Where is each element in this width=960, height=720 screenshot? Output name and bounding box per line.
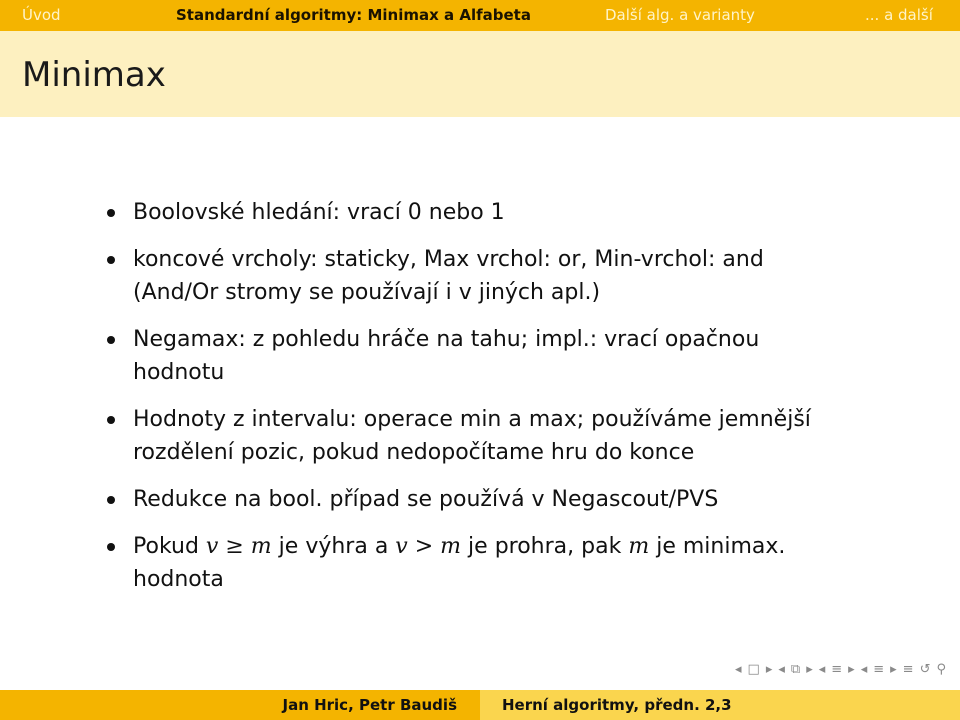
math-operator: >	[414, 534, 434, 559]
nav-link-more[interactable]: ... a další	[865, 6, 933, 24]
next-arrow-icon[interactable]: ▸	[890, 662, 897, 677]
nav-link-standard-algorithms[interactable]: Standardní algoritmy: Minimax a Alfabeta	[176, 6, 531, 24]
footer-bar	[0, 690, 960, 720]
list-item	[102, 483, 882, 516]
list-item	[102, 530, 882, 596]
bullet-text: hodnota	[133, 567, 224, 592]
footer-title-panel	[480, 690, 960, 720]
bullet-text: hodnotu	[133, 360, 225, 385]
back-icon[interactable]: ↺	[919, 662, 931, 677]
math-var: m	[250, 534, 272, 559]
prev-arrow-icon[interactable]: ◂	[860, 662, 868, 677]
bullet-icon	[107, 496, 115, 504]
list-item	[102, 243, 882, 309]
nav-link-uvod[interactable]: Úvod	[22, 6, 61, 24]
math-operator: ≥	[225, 534, 244, 559]
math-var: v	[205, 534, 219, 559]
bullet-text: Boolovské hledání: vrací 0 nebo 1	[133, 200, 505, 225]
next-arrow-icon[interactable]: ▸	[848, 662, 855, 677]
bullet-icon	[107, 336, 115, 344]
bullet-text: rozdělení pozic, pokud nedopočítame hru do konce	[133, 440, 695, 465]
subsection-icon[interactable]: ≡	[831, 662, 843, 677]
slide-title: Minimax	[22, 55, 166, 95]
math-text: je prohra, pak	[468, 534, 622, 559]
prev-arrow-icon[interactable]: ◂	[778, 662, 785, 677]
slides-icon[interactable]: ⧉	[790, 662, 801, 677]
math-text: je minimax.	[656, 534, 786, 559]
bullet-text: (And/Or stromy se používají i v jiných apl.)	[133, 280, 601, 305]
next-arrow-icon[interactable]: ▸	[765, 662, 773, 677]
math-var: m	[628, 534, 650, 559]
math-text: je výhra a	[278, 534, 389, 559]
nav-link-other-algorithms[interactable]: Další alg. a varianty	[605, 6, 755, 24]
footer-authors-panel	[0, 690, 480, 720]
bullet-text: Redukce na bool. případ se používá v Negascout/PVS	[133, 487, 719, 512]
search-icon[interactable]: ⚲	[936, 662, 946, 677]
bullet-icon	[107, 209, 115, 217]
footer-authors: Jan Hric, Petr Baudiš	[282, 696, 457, 714]
bullet-icon	[107, 543, 115, 551]
math-var: v	[395, 534, 408, 559]
beamer-navigation-symbols	[735, 662, 946, 677]
math-text: Pokud	[133, 534, 199, 559]
section-icon[interactable]: ≡	[873, 662, 885, 677]
list-item	[102, 323, 882, 389]
footer-title: Herní algoritmy, předn. 2,3	[502, 696, 732, 714]
top-navigation-bar	[0, 0, 960, 31]
math-line	[133, 530, 882, 563]
math-var: m	[440, 534, 462, 559]
bullet-text: Hodnoty z intervalu: operace min a max; používáme jemnější	[133, 407, 811, 432]
bullet-icon	[107, 416, 115, 424]
prev-arrow-icon[interactable]: ◂	[735, 662, 742, 677]
document-icon[interactable]: ≡	[902, 662, 914, 677]
list-item	[102, 403, 882, 469]
slide-title-band	[0, 31, 960, 117]
next-arrow-icon[interactable]: ▸	[806, 662, 813, 677]
bullet-list	[102, 196, 882, 610]
bullet-text: Negamax: z pohledu hráče na tahu; impl.: vrací opačnou	[133, 327, 760, 352]
frame-icon[interactable]: □	[747, 662, 760, 677]
prev-arrow-icon[interactable]: ◂	[818, 662, 826, 677]
bullet-text: koncové vrcholy: staticky, Max vrchol: or, Min-vrchol: and	[133, 247, 764, 272]
list-item	[102, 196, 882, 229]
bullet-icon	[107, 256, 115, 264]
